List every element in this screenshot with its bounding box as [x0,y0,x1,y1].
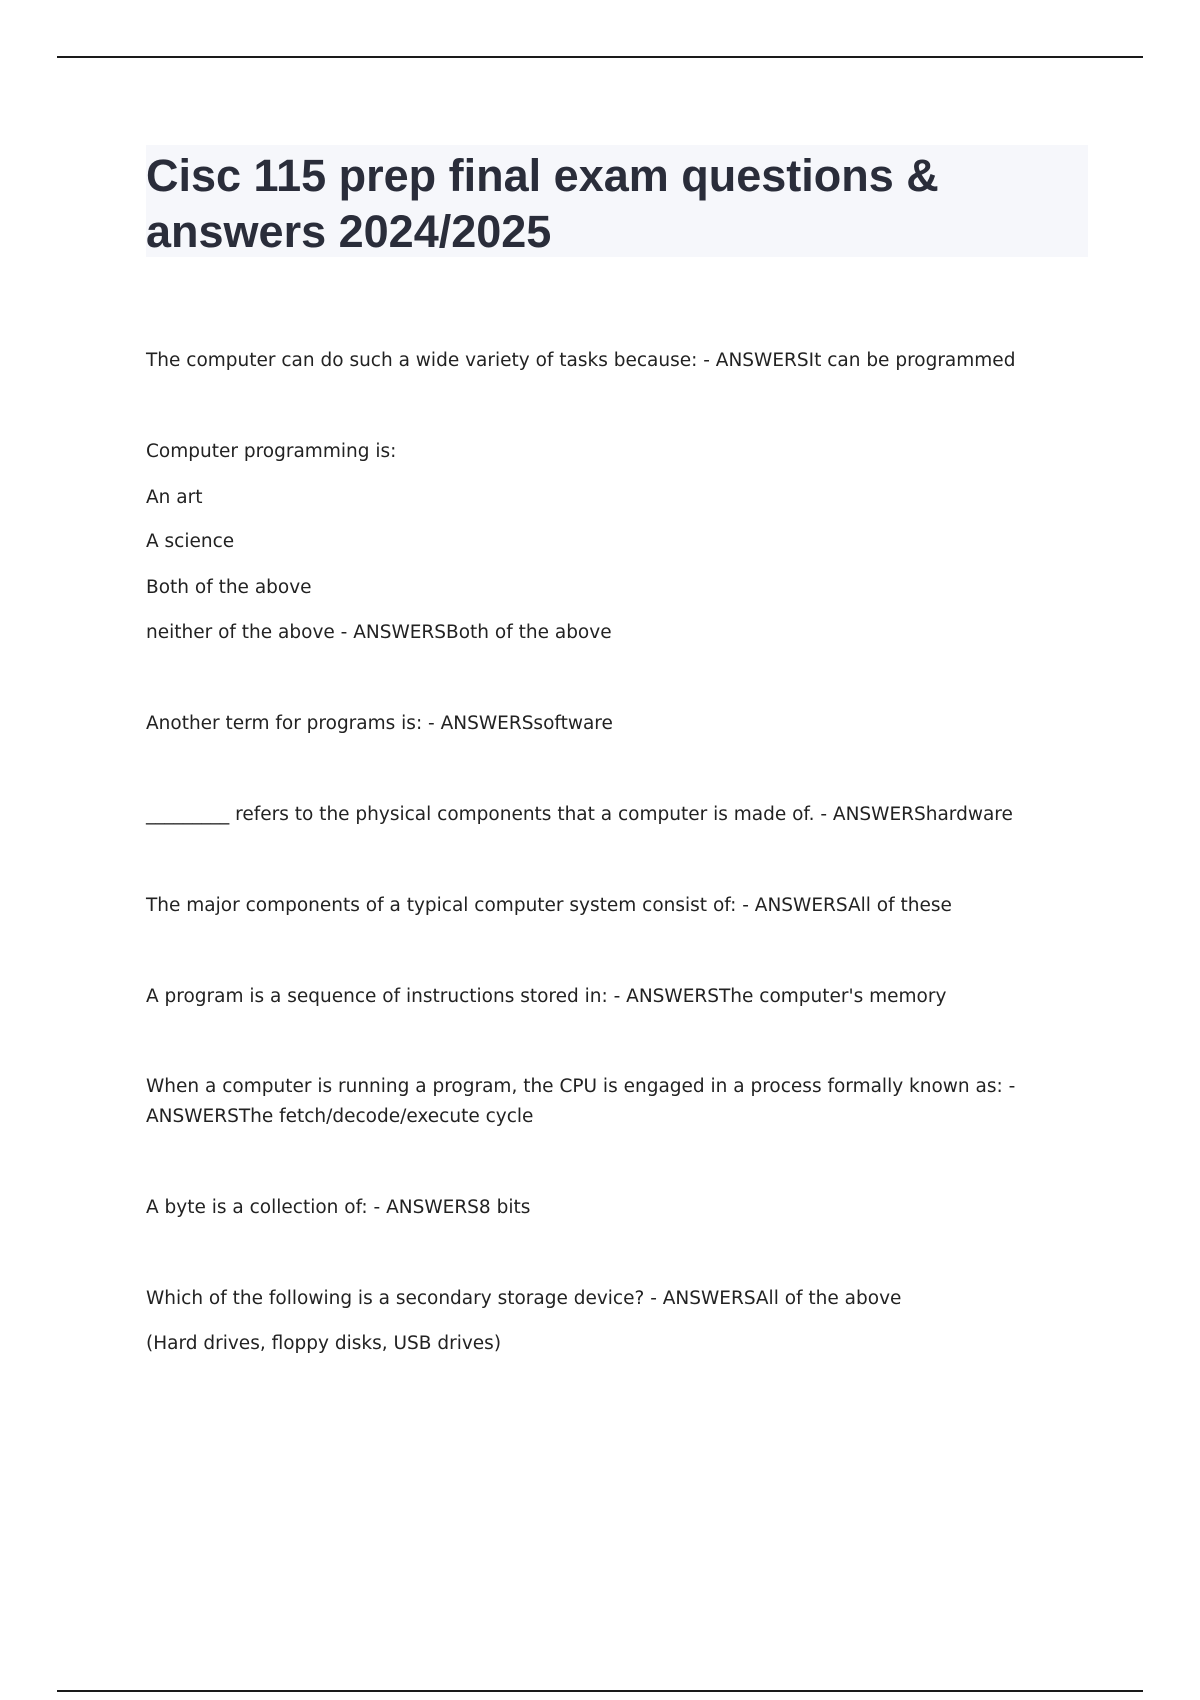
qa-line: Which of the following is a secondary storage device? - ANSWERSAll of the above [146,1288,902,1309]
qa-line: A science [146,531,235,552]
qa-line: A program is a sequence of instructions stored in: - ANSWERSThe computer's memory [146,986,947,1007]
bottom-rule [57,1690,1143,1692]
document-title: Cisc 115 prep final exam questions & answers 2024/2025 [146,150,939,257]
qa-line: ANSWERSThe fetch/decode/execute cycle [146,1106,534,1127]
title-block [146,145,1088,257]
qa-line: _________ refers to the physical components that a computer is made of. - ANSWERShardware [146,804,1013,825]
qa-line: The computer can do such a wide variety of tasks because: - ANSWERSIt can be programmed [146,350,1016,371]
qa-line: Another term for programs is: - ANSWERSsoftware [146,713,613,734]
qa-line: When a computer is running a program, the CPU is engaged in a process formally known as: - [146,1076,1016,1097]
top-rule [57,56,1143,58]
qa-line: A byte is a collection of: - ANSWERS8 bits [146,1197,531,1218]
qa-line: An art [146,487,203,508]
qa-line: Computer programming is: [146,441,397,462]
qa-line: The major components of a typical computer system consist of: - ANSWERSAll of these [146,895,952,916]
qa-line: neither of the above - ANSWERSBoth of the above [146,622,612,643]
qa-line: (Hard drives, floppy disks, USB drives) [146,1333,502,1354]
qa-line: Both of the above [146,577,312,598]
